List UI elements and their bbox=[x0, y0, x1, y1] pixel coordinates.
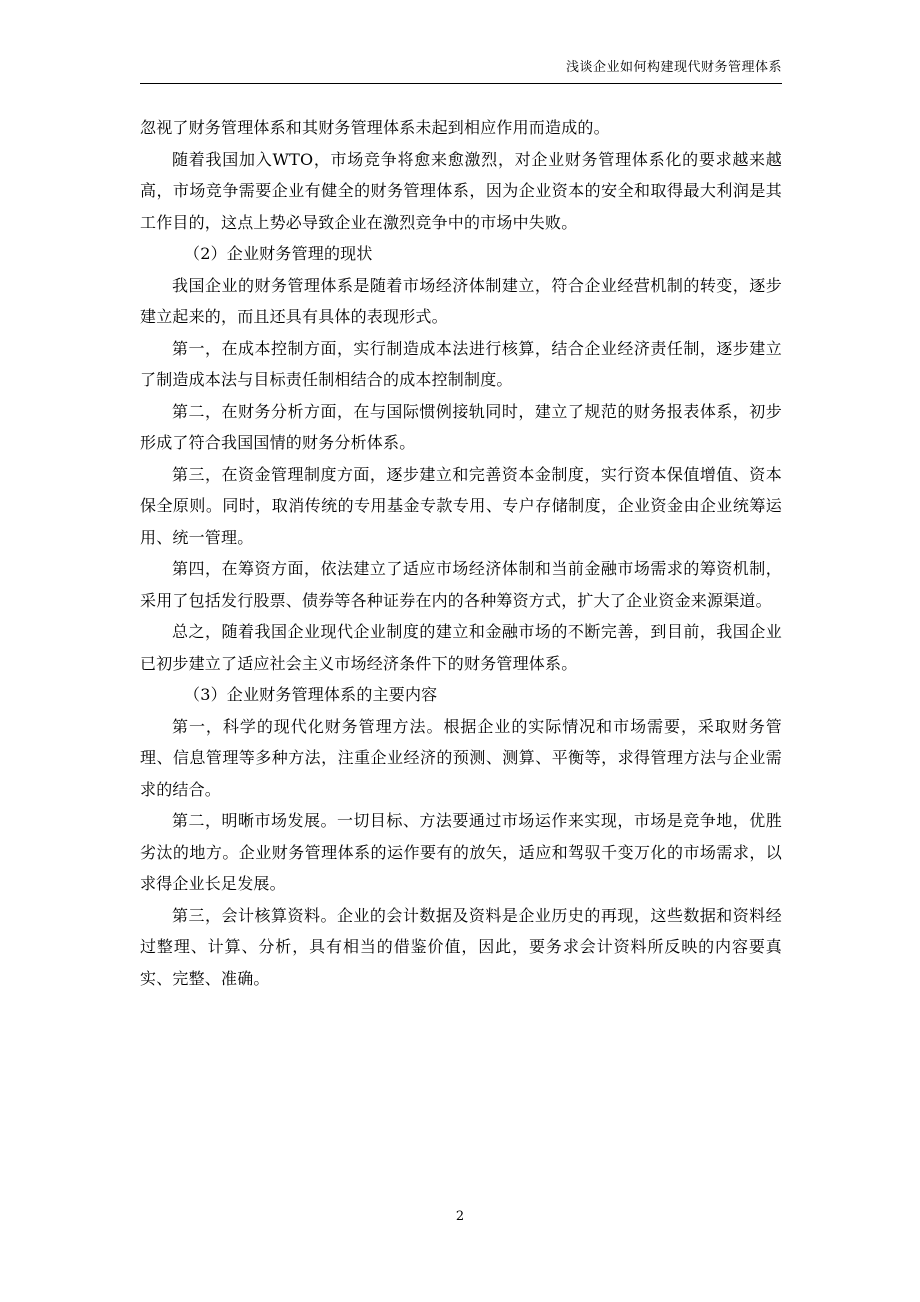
paragraph-continuation: 忽视了财务管理体系和其财务管理体系未起到相应作用而造成的。 bbox=[140, 118, 610, 137]
paragraph: 第一，在成本控制方面，实行制造成本法进行核算，结合企业经济责任制，逐步建立了制造成本法与目标责任制相结合的成本控制制度。 bbox=[140, 338, 782, 389]
paragraph: 第一，科学的现代化财务管理方法。根据企业的实际情况和市场需要，采取财务管理、信息管理等多种方法，注重企业经济的预测、测算、平衡等，求得管理方法与企业需求的结合。 bbox=[140, 716, 782, 799]
paragraph: 随着我国加入WTO，市场竞争将愈来愈激烈，对企业财务管理体系化的要求越来越高，市场竞争需要企业有健全的财务管理体系，因为企业资本的安全和取得最大利润是其工作目的，这点上势必导致企业在激烈竞争中的市场中失败。 bbox=[140, 149, 782, 232]
paragraph: 第二，在财务分析方面，在与国际惯例接轨同时，建立了规范的财务报表体系，初步形成了符合我国国情的财务分析体系。 bbox=[140, 401, 782, 452]
paragraph: 第三，在资金管理制度方面，逐步建立和完善资本金制度，实行资本保值增值、资本保全原则。同时，取消传统的专用基金专款专用、专户存储制度，企业资金由企业统筹运用、统一管理。 bbox=[140, 464, 782, 547]
section-heading: （3）企业财务管理体系的主要内容 bbox=[184, 685, 438, 704]
body-text bbox=[140, 112, 782, 994]
paragraph: 第四，在筹资方面，依法建立了适应市场经济体制和当前金融市场需求的筹资机制，采用了包括发行股票、债券等各种证券在内的各种筹资方式，扩大了企业资金来源渠道。 bbox=[140, 559, 782, 610]
paragraph: 第三，会计核算资料。企业的会计数据及资料是企业历史的再现，这些数据和资料经过整理、计算、分析，具有相当的借鉴价值，因此，要务求会计资料所反映的内容要真实、完整、准确。 bbox=[140, 905, 782, 988]
header-rule bbox=[140, 83, 782, 84]
paragraph: 总之，随着我国企业现代企业制度的建立和金融市场的不断完善，到目前，我国企业已初步建立了适应社会主义市场经济条件下的财务管理体系。 bbox=[140, 622, 782, 673]
paragraph: 第二，明晰市场发展。一切目标、方法要通过市场运作来实现，市场是竞争地，优胜劣汰的地方。企业财务管理体系的运作要有的放矢，适应和驾驭千变万化的市场需求，以求得企业长足发展。 bbox=[140, 811, 782, 893]
paragraph: 我国企业的财务管理体系是随着市场经济体制建立，符合企业经营机制的转变，逐步建立起来的，而且还具有具体的表现形式。 bbox=[140, 275, 782, 326]
page-number: 2 bbox=[455, 1209, 465, 1224]
running-header: 浅谈企业如何构建现代财务管理体系 bbox=[565, 60, 782, 75]
section-heading: （2）企业财务管理的现状 bbox=[184, 244, 373, 263]
